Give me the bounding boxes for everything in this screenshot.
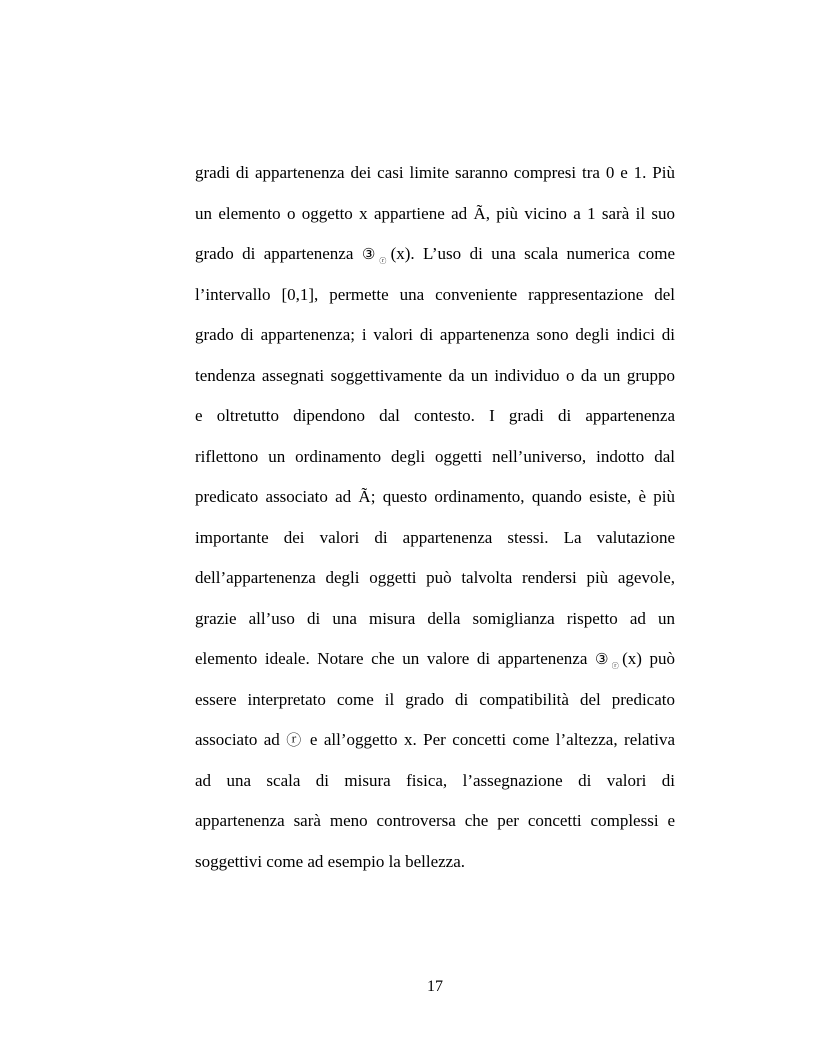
text-line: predicato associato ad Ã; questo ordinamento, quando esiste, è più bbox=[195, 487, 675, 506]
fuzzy-set-subscript-symbol: ⓡ bbox=[611, 662, 623, 670]
text-line: associato ad ⓡ e all’oggetto x. Per concetti come l’altezza, relativa bbox=[195, 730, 675, 749]
fuzzy-set-subscript-symbol: ⓡ bbox=[379, 257, 391, 265]
text-line: essere interpretato come il grado di compatibilità del predicato bbox=[195, 689, 675, 709]
text-line: tendenza assegnati soggettivamente da un individuo o da un gruppo bbox=[195, 365, 675, 385]
text-line: grazie all’uso di una misura della somiglianza rispetto ad un bbox=[195, 608, 675, 628]
text-line: soggettivi come ad esempio la bellezza. bbox=[195, 851, 466, 871]
text-line: ad una scala di misura fisica, l’assegnazione di valori di bbox=[195, 770, 675, 790]
text-line: un elemento o oggetto x appartiene ad Ã, più vicino a 1 sarà il suo bbox=[195, 203, 675, 223]
text-line: grado di appartenenza; i valori di appartenenza sono degli indici di bbox=[195, 325, 675, 344]
text-line: importante dei valori di appartenenza stessi. La valutazione bbox=[195, 527, 675, 547]
text-line: elemento ideale. Notare che un valore di appartenenza $③_ⓡ(x)$ può bbox=[195, 649, 676, 670]
body-text bbox=[195, 153, 675, 882]
page-number: 17 bbox=[427, 978, 443, 995]
text-line: riflettono un ordinamento degli oggetti nell’universo, indotto dal bbox=[195, 446, 675, 466]
text-line: gradi di appartenenza dei casi limite saranno compresi tra 0 e 1. Più bbox=[195, 163, 675, 182]
membership-function-symbol: ③ bbox=[361, 245, 380, 263]
text-line: dell’appartenenza degli oggetti può talvolta rendersi più agevole, bbox=[195, 568, 675, 587]
text-line: grado di appartenenza $③_ⓡ(x)$. L’uso di una scala numerica come bbox=[195, 244, 675, 265]
fuzzy-set-symbol: ⓡ bbox=[286, 731, 304, 749]
text-line: l’intervallo [0,1], permette una conveniente rappresentazione del bbox=[195, 284, 675, 304]
text-line: appartenenza sarà meno controversa che per concetti complessi e bbox=[195, 811, 675, 830]
text-line: e oltretutto dipendono dal contesto. I gradi di appartenenza bbox=[195, 406, 675, 425]
membership-function-symbol: ③ bbox=[594, 650, 612, 668]
